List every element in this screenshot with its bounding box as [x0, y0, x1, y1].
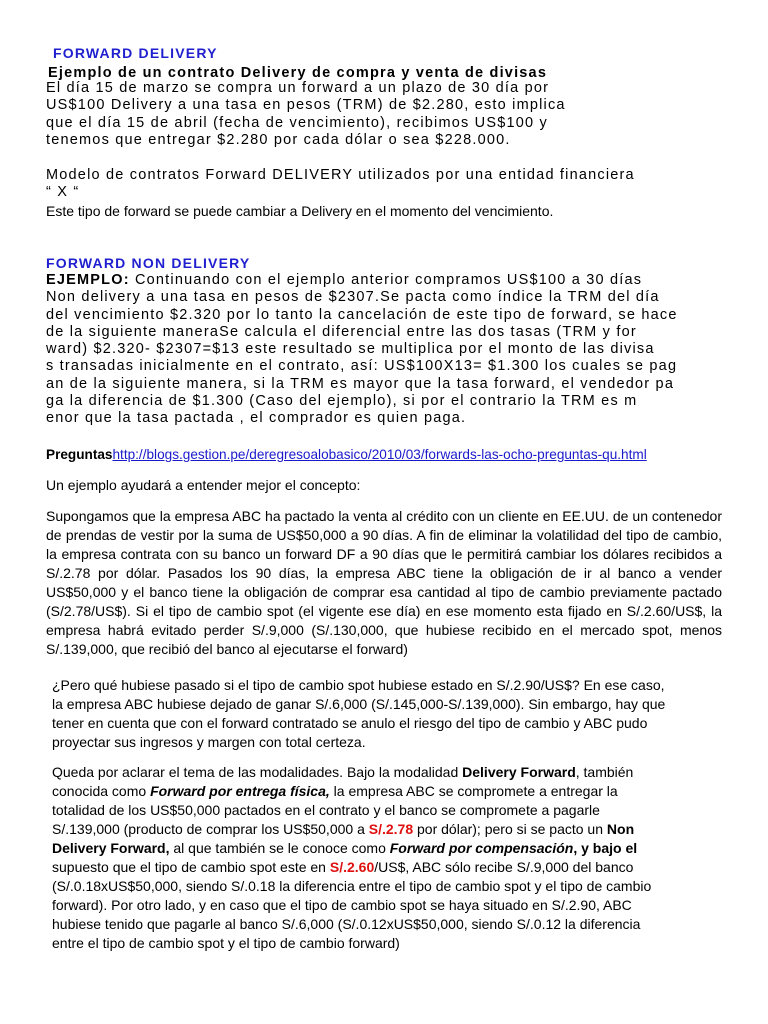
- forward-entrega-fisica-term: Forward por entrega física,: [150, 783, 330, 799]
- example-label: EJEMPLO:: [46, 272, 130, 288]
- text-run: conocida como: [52, 783, 151, 799]
- paragraph-1: Supongamos que la empresa ABC ha pactado la venta al crédito con un cliente en EE.UU. de un contenedor de prendas de vestir por la suma de US$50,000 a 90 días. A fin de eliminar la volatilidad del tipo de cambio, la empresa contrata con su banco un forward DF a 90 días que le permitirá cambiar los dólares recibidos a S/.2.78 por dólar. Pasados los 90 días, la empresa ABC tiene la obligación de ir al banco a vender US$50,000 y el banco tiene la obligación de comprar esa cantidad al tipo de cambio previamente pactado (S/2.78/US$). Si el tipo de cambio spot (el vigente ese día) en ese momento esta fijado en S/.2.60/US$, la empresa habrá evitado perder S/.9,000 (S/.130,000, que hubiese recibido en el mercado spot, menos S/.139,000, que recibió del banco al ejecutarse el forward): [46, 508, 722, 657]
- text-line: “ X “: [46, 184, 80, 201]
- section-title-forward-delivery: FORWARD DELIVERY: [53, 45, 218, 61]
- text-run: , también: [575, 764, 634, 780]
- text-line: forward). Por otro lado, y en caso que el tipo de cambio spot se haya situado en S/.2.90, ABC: [52, 897, 632, 913]
- preguntas-line: [46, 445, 647, 464]
- preguntas-link[interactable]: http://blogs.gestion.pe/deregresoalobasico/2010/03/forwards-las-ocho-preguntas-qu.html: [112, 447, 647, 462]
- text-line: hubiese tenido que pagarle al banco S/.6,000 (S/.0.12xUS$50,000, siendo S/.0.12 la diferencia: [52, 916, 641, 932]
- text-line: de la siguiente maneraSe calcula el diferencial entre las dos tasas (TRM y for: [46, 323, 637, 340]
- text-line: enor que la tasa pactada , el comprador es quien paga.: [46, 410, 467, 427]
- text-line: [52, 839, 732, 858]
- text-run: por dólar); pero si se pacto un: [413, 821, 607, 837]
- text-line: ward) $2.320- $2307=$13 este resultado se multiplica por el monto de las divisa: [46, 341, 655, 358]
- text-run: S/.139,000 (producto de comprar los US$50,000 a: [52, 821, 369, 837]
- text-line: Non delivery a una tasa en pesos de $2307.Se pacta como índice la TRM del día: [46, 289, 660, 306]
- text-line: Modelo de contratos Forward DELIVERY utilizados por una entidad financiera: [46, 167, 635, 183]
- section-subtitle: Ejemplo de un contrato Delivery de compra y venta de divisas: [48, 65, 548, 81]
- text-run: supuesto que el tipo de cambio spot este en: [52, 859, 330, 875]
- delivery-example-text: [46, 80, 566, 149]
- forward-compensacion-term: Forward por compensación: [389, 840, 574, 856]
- model-text: [46, 167, 742, 202]
- intro-text: Un ejemplo ayudará a entender mejor el concepto:: [46, 477, 361, 493]
- text-line: an de la siguiente manera, si la TRM es mayor que la tasa forward, el vendedor pa: [46, 375, 675, 392]
- text-line: la empresa ABC hubiese dejado de ganar S/.6,000 (S/.145,000-S/.139,000). Sin embargo, hay que: [52, 696, 666, 712]
- text-line: tener en cuenta que con el forward contratado se anulo el riesgo del tipo de cambio y ABC pudo: [52, 715, 648, 731]
- text-line: [52, 782, 732, 801]
- text-line: ¿Pero qué hubiese pasado si el tipo de cambio spot hubiese estado en S/.2.90/US$? En ese caso,: [52, 677, 665, 693]
- text-line: s transadas inicialmente en el contrato, así: US$100X13= $1.300 los cuales se pag: [46, 358, 678, 375]
- rate-highlight: S/.2.78: [368, 821, 414, 837]
- text-line: ga la diferencia de $1.300 (Caso del ejemplo), si por el contrario la TRM es m: [46, 393, 638, 410]
- text-line: tenemos que entregar $2.280 por cada dólar o sea $228.000.: [46, 131, 511, 148]
- non-term: Non: [606, 821, 635, 837]
- text-line: [46, 272, 678, 289]
- text-line: totalidad de los US$50,000 pactados en el contrato y el banco se compromete a pagarle: [52, 802, 600, 818]
- example-first-line: Continuando con el ejemplo anterior compramos US$100 a 30 días: [129, 272, 643, 288]
- preguntas-label: Preguntas: [46, 447, 113, 462]
- text-run: /US$, ABC sólo recibe S/.9,000 del banco: [374, 859, 634, 875]
- text-line: que el día 15 de abril (fecha de vencimiento), recibimos US$100 y: [46, 114, 548, 131]
- text-line: entre el tipo de cambio spot y el tipo de cambio forward): [52, 935, 400, 951]
- delivery-forward-term: Delivery Forward: [462, 764, 576, 780]
- delivery-note: Este tipo de forward se puede cambiar a Delivery en el momento del vencimiento.: [46, 203, 554, 219]
- rate-highlight-2: S/.2.60: [329, 859, 375, 875]
- paragraph-2: [52, 676, 732, 752]
- text-line: del vencimiento $2.320 por lo tanto la cancelación de este tipo de forward, se hace: [46, 306, 678, 323]
- text-run: , y bajo el: [573, 840, 638, 856]
- text-line: [52, 820, 732, 839]
- text-line: [52, 763, 732, 782]
- text-run: al que también se le conoce como: [169, 840, 390, 856]
- text-run: la empresa ABC se compromete a entregar la: [329, 783, 618, 799]
- text-line: El día 15 de marzo se compra un forward a un plazo de 30 día por: [46, 80, 550, 96]
- text-line: [52, 858, 732, 877]
- text-line: US$100 Delivery a una tasa en pesos (TRM) de $2.280, esto implica: [46, 97, 566, 114]
- text-line: (S/.0.18xUS$50,000, siendo S/.0.18 la diferencia entre el tipo de cambio spot y el tipo de cambio: [52, 878, 652, 894]
- paragraph-3: [52, 763, 732, 953]
- delivery-forward-term-2: Delivery Forward,: [52, 840, 170, 856]
- text-line: proyectar sus ingresos y margen con total certeza.: [52, 734, 366, 750]
- section-title-forward-non-delivery: FORWARD NON DELIVERY: [46, 255, 251, 271]
- non-delivery-example-text: [46, 272, 678, 428]
- text-run: Queda por aclarar el tema de las modalidades. Bajo la modalidad: [52, 764, 463, 780]
